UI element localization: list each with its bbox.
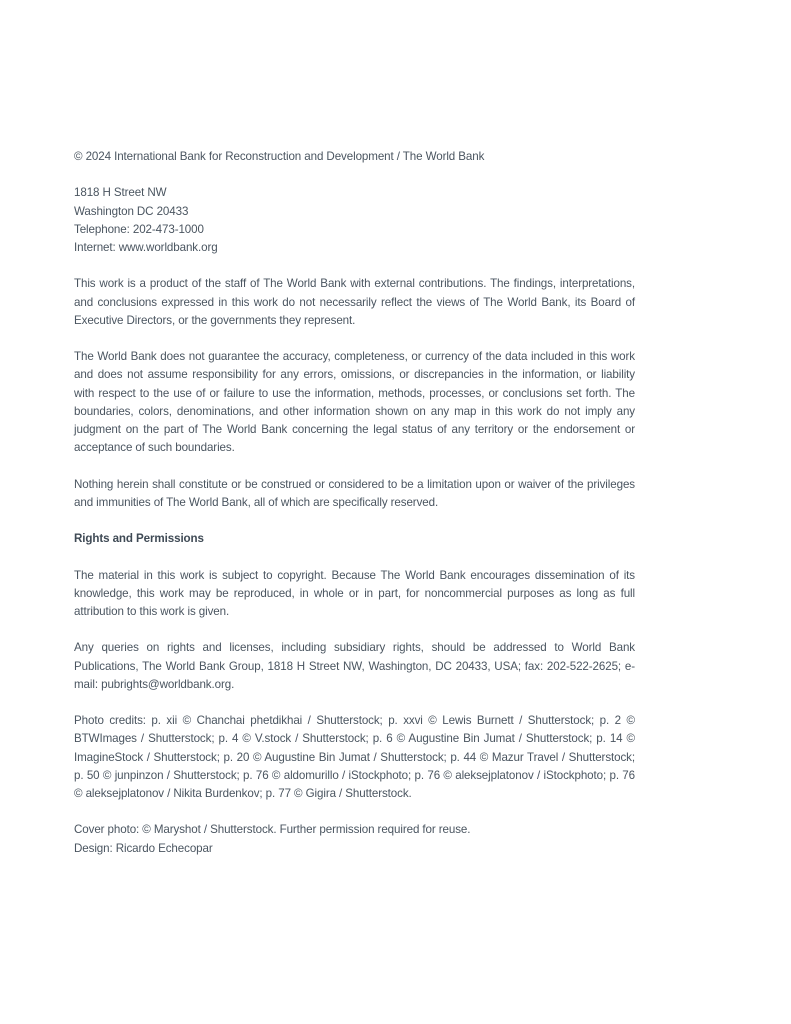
address-internet: Internet: www.worldbank.org	[74, 241, 218, 254]
rights-heading: Rights and Permissions	[74, 532, 204, 546]
address-street: 1818 H Street NW	[74, 186, 167, 200]
cover-block	[74, 821, 635, 857]
rights-copyright-paragraph: The material in this work is subject to copyright. Because The World Bank encourages dissemination of its knowledge, this work may be reproduced, in whole or in part, for noncommercial purposes as long as full attribution to this work is given.	[74, 568, 635, 618]
copyright-page	[74, 148, 635, 876]
address-city: Washington DC 20433	[74, 204, 189, 218]
guarantee-paragraph: The World Bank does not guarantee the accuracy, completeness, or currency of the data included in this work and does not assume responsibility for any errors, omissions, or discrepancies in the information, or liability with respect to the use of or failure to use the information, methods, processes, or conclusions set forth. The boundaries, colors, denominations, and other information shown on any map in this work do not imply any judgment on the part of The World Bank concerning the legal status of any territory or the endorsement or acceptance of such boundaries.	[74, 350, 635, 455]
design-credit: Design: Ricardo Echecopar	[74, 841, 213, 855]
rights-queries-paragraph: Any queries on rights and licenses, including subsidiary rights, should be addressed to World Bank Publications, The World Bank Group, 1818 H Street NW, Washington, DC 20433, USA; fax: 202-522-2625; e-mail: pubrights@worldbank.org.	[74, 641, 635, 691]
photo-credits-paragraph: Photo credits: p. xii © Chanchai phetdikhai / Shutterstock; p. xxvi © Lewis Burnett / Shutterstock; p. 2 © BTWImages / Shutterstock; p. 4 © V.stock / Shutterstock; p. 6 © Augustine Bin Jumat / Shutterstock; p. 14 © ImagineStock / Shutterstock; p. 20 © Augustine Bin Jumat / Shutterstock; p. 44 © Mazur Travel / Shutterstock; p. 50 © junpinzon / Shutterstock; p. 76 © aldomurillo / iStockphoto; p. 76 © aleksejplatonov / iStockphoto; p. 76 © aleksejplatonov / Nikita Burdenkov; p. 77 © Gigira / Shutterstock.	[74, 714, 635, 800]
cover-photo-credit: Cover photo: © Maryshot / Shutterstock. Further permission required for reuse.	[74, 823, 471, 837]
copyright-notice: © 2024 International Bank for Reconstruction and Development / The World Bank	[74, 150, 485, 163]
address-block	[74, 184, 635, 257]
privileges-paragraph: Nothing herein shall constitute or be construed or considered to be a limitation upon or waiver of the privileges and immunities of The World Bank, all of which are specifically reserved.	[74, 477, 635, 509]
address-telephone: Telephone: 202-473-1000	[74, 222, 204, 236]
product-paragraph: This work is a product of the staff of The World Bank with external contributions. The findings, interpretations, and conclusions expressed in this work do not necessarily reflect the views of The World Bank, its Board of Executive Directors, or the governments they represent.	[74, 277, 635, 327]
